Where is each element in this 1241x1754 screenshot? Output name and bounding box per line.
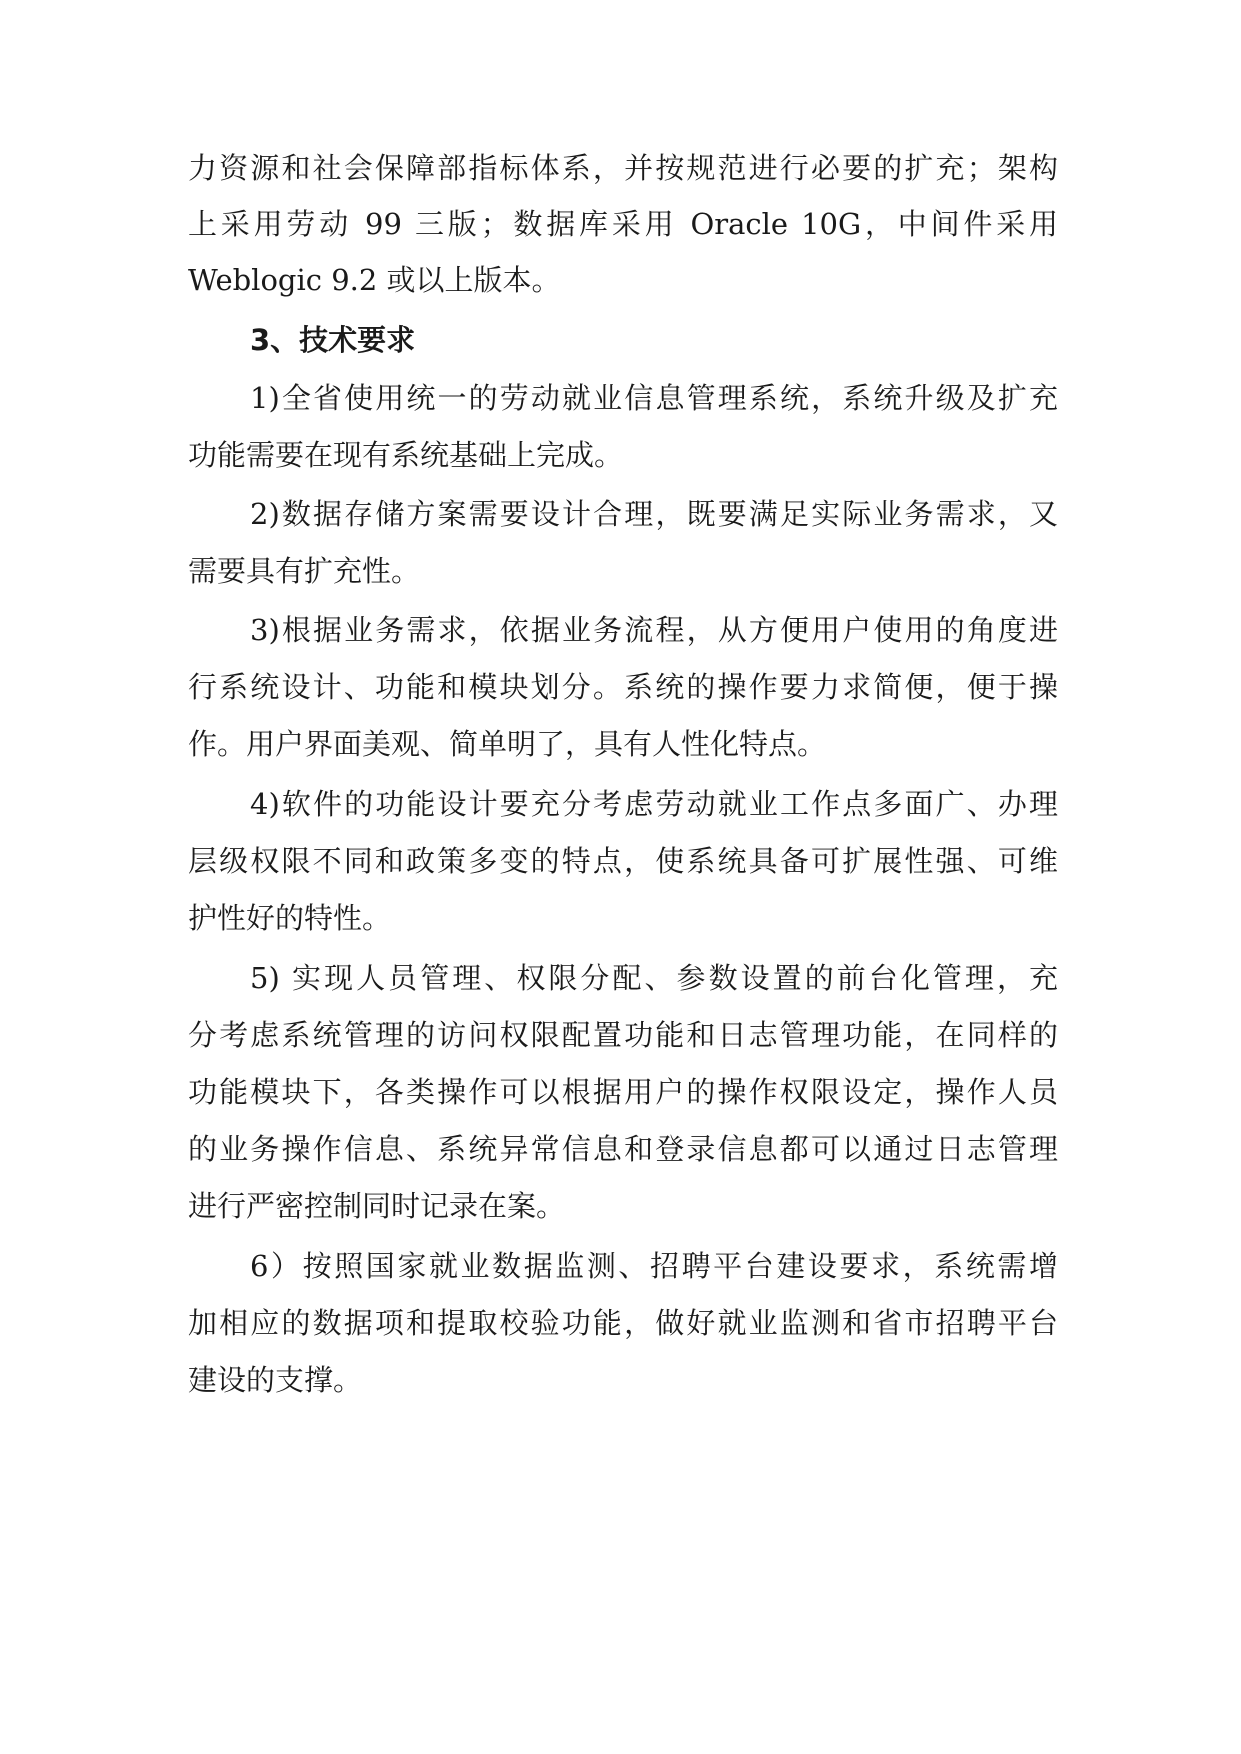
item-4-line-1: 4)软件的功能设计要充分考虑劳动就业工作点多面广、办理 [250,787,1058,821]
item-2-line-1: 2)数据存储方案需要设计合理，既要满足实际业务需求，又 [250,497,1058,531]
item-3-line-3: 作。用户界面美观、简单明了，具有人性化特点。 [188,727,827,761]
item-5-line-4: 的业务操作信息、系统异常信息和登录信息都可以通过日志管理 [188,1132,1058,1166]
item-2-line-2: 需要具有扩充性。 [188,554,421,588]
item-4-line-2: 层级权限不同和政策多变的特点，使系统具备可扩展性强、可维 [188,844,1058,878]
item-6-line-2: 加相应的数据项和提取校验功能，做好就业监测和省市招聘平台 [188,1306,1058,1340]
intro-line-1: 力资源和社会保障部指标体系，并按规范进行必要的扩充；架构 [188,151,1058,185]
item-5-line-5: 进行严密控制同时记录在案。 [188,1189,566,1223]
item-4-line-3: 护性好的特性。 [188,901,392,935]
intro-line-2: 上采用劳动 99 三版；数据库采用 Oracle 10G，中间件采用 [188,207,1058,241]
item-5-line-3: 功能模块下，各类操作可以根据用户的操作权限设定，操作人员 [188,1075,1058,1109]
item-5-line-1: 5) 实现人员管理、权限分配、参数设置的前台化管理，充 [250,961,1058,995]
item-5-line-2: 分考虑系统管理的访问权限配置功能和日志管理功能，在同样的 [188,1018,1058,1052]
intro-line-3: Weblogic 9.2 或以上版本。 [188,263,561,297]
item-3-line-2: 行系统设计、功能和模块划分。系统的操作要力求简便，便于操 [188,670,1058,704]
item-6-line-1: 6）按照国家就业数据监测、招聘平台建设要求，系统需增 [250,1249,1058,1283]
item-6-line-3: 建设的支撑。 [188,1363,363,1397]
section-heading: 3、技术要求 [250,323,416,357]
item-1-line-1: 1)全省使用统一的劳动就业信息管理系统，系统升级及扩充 [250,381,1058,415]
item-3-line-1: 3)根据业务需求，依据业务流程，从方便用户使用的角度进 [250,613,1058,647]
item-1-line-2: 功能需要在现有系统基础上完成。 [188,438,624,472]
